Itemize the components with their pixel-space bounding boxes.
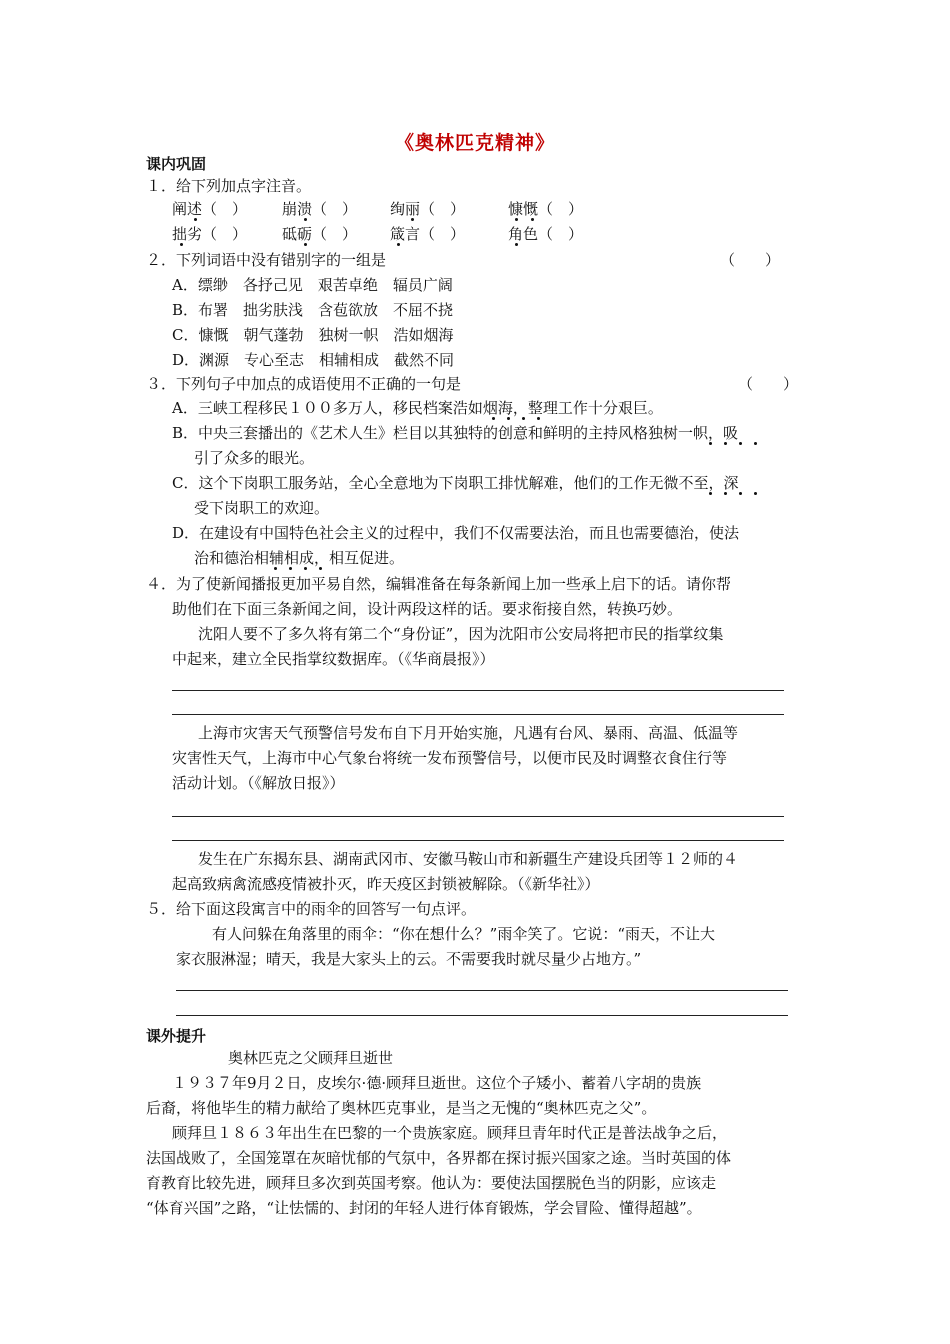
question-3-stem: ３．下列句子中加点的成语使用不正确的一句是 — [146, 375, 462, 393]
q1-item: 慷慨（ ） — [508, 200, 584, 218]
news-2: 上海市灾害天气预警信号发布自下月开始实施，凡遇有台风、暴雨、高温、低温等 — [198, 724, 739, 742]
news-1: 沈阳人要不了多久将有第二个“身份证”，因为沈阳市公安局将把市民的指掌纹集 — [198, 625, 724, 643]
fable-text-cont: 家衣服淋湿；晴天，我是大家头上的云。不需要我时就尽量少占地方。” — [176, 950, 642, 968]
reading-paragraph-cont: 法国战败了，全国笼罩在灰暗忧郁的气氛中，各界都在探讨振兴国家之途。当时英国的体 — [146, 1149, 732, 1167]
q3-option-c-cont: 受下岗职工的欢迎。 — [194, 499, 330, 517]
news-3-cont: 起高致病禽流感疫情被扑灭，昨天疫区封锁被解除。（《新华社》） — [172, 875, 600, 893]
fable-text: 有人问躲在角落里的雨伞：“你在想什么？”雨伞笑了。它说：“雨天，不让大 — [212, 925, 716, 943]
answer-line — [176, 1015, 788, 1016]
q2-option-a: A．缥缈 各抒己见 艰苦卓绝 辐员广阔 — [172, 276, 453, 294]
answer-line — [172, 690, 784, 691]
q1-item: 崩溃（ ） — [282, 200, 358, 218]
question-4-stem: ４．为了使新闻播报更加平易自然，编辑准备在每条新闻上加一些承上启下的话。请你帮 — [146, 575, 732, 593]
answer-line — [172, 816, 784, 817]
page-title: 《奥林匹克精神》 — [394, 132, 555, 154]
news-3: 发生在广东揭东县、湖南武冈市、安徽马鞍山市和新疆生产建设兵团等１２师的４ — [198, 850, 739, 868]
q2-option-b: B．布署 拙劣肤浅 含苞欲放 不屈不挠 — [172, 301, 454, 319]
reading-title: 奥林匹克之父顾拜旦逝世 — [228, 1049, 394, 1067]
q1-item: 角色（ ） — [508, 225, 584, 243]
question-2-stem: ２．下列词语中没有错别字的一组是 — [146, 251, 387, 269]
reading-paragraph-cont: 后裔，将他毕生的精力献给了奥林匹克事业，是当之无愧的“奥林匹克之父”。 — [146, 1099, 657, 1117]
q3-option-d-cont: 治和德治相辅相成，相互促进。 — [194, 549, 405, 567]
q3-option-b: B．中央三套播出的《艺术人生》栏目以其独特的创意和鲜明的主持风格独树一帜，吸 — [172, 424, 739, 442]
q1-item: 拙劣（ ） — [172, 225, 248, 243]
answer-bracket: （ ） — [720, 251, 781, 269]
q1-item: 绚丽（ ） — [390, 200, 466, 218]
q3-option-c: C．这个下岗职工服务站，全心全意地为下岗职工排忧解难，他们的工作无微不至，深 — [172, 474, 739, 492]
reading-paragraph-cont: “体育兴国”之路，“让怯懦的、封闭的年轻人进行体育锻炼，学会冒险、懂得超越”。 — [146, 1199, 702, 1217]
answer-line — [172, 714, 784, 715]
q1-item: 砥砺（ ） — [282, 225, 358, 243]
q3-option-b-cont: 引了众多的眼光。 — [194, 449, 315, 467]
news-2-cont: 活动计划。（《解放日报》） — [172, 774, 345, 792]
answer-line — [172, 840, 784, 841]
q1-item: 阐述（ ） — [172, 200, 248, 218]
news-2-cont: 灾害性天气，上海市中心气象台将统一发布预警信号，以便市民及时调整衣食住行等 — [172, 749, 728, 767]
answer-line — [176, 990, 788, 991]
section-heading-out-class: 课外提升 — [146, 1027, 207, 1045]
question-1-stem: １．给下列加点字注音。 — [146, 177, 312, 195]
answer-bracket: （ ） — [738, 375, 799, 393]
reading-paragraph-cont: 育教育比较先进，顾拜旦多次到英国考察。他认为：要使法国摆脱色当的阴影，应该走 — [146, 1174, 717, 1192]
question-4-stem-cont: 助他们在下面三条新闻之间，设计两段这样的话。要求衔接自然，转换巧妙。 — [172, 600, 683, 618]
question-5-stem: ５．给下面这段寓言中的雨伞的回答写一句点评。 — [146, 900, 477, 918]
reading-paragraph: 顾拜旦１８６３年出生在巴黎的一个贵族家庭。顾拜旦青年时代正是普法战争之后， — [172, 1124, 728, 1142]
q3-option-a: A．三峡工程移民１００多万人，移民档案浩如烟海，整理工作十分艰巨。 — [172, 399, 663, 417]
q2-option-d: D．渊源 专心至志 相辅相成 截然不同 — [172, 351, 455, 369]
q3-option-d: D．在建设有中国特色社会主义的过程中，我们不仅需要法治，而且也需要德治，使法 — [172, 524, 740, 542]
q2-option-c: C．慷慨 朝气蓬勃 独树一帜 浩如烟海 — [172, 326, 454, 344]
q1-item: 箴言（ ） — [390, 225, 466, 243]
section-heading-in-class: 课内巩固 — [146, 155, 207, 173]
reading-paragraph: １９３７年9月２日，皮埃尔·德·顾拜旦逝世。这位个子矮小、蓄着八字胡的贵族 — [172, 1074, 702, 1092]
news-1-cont: 中起来，建立全民指掌纹数据库。（《华商晨报》） — [172, 650, 495, 668]
